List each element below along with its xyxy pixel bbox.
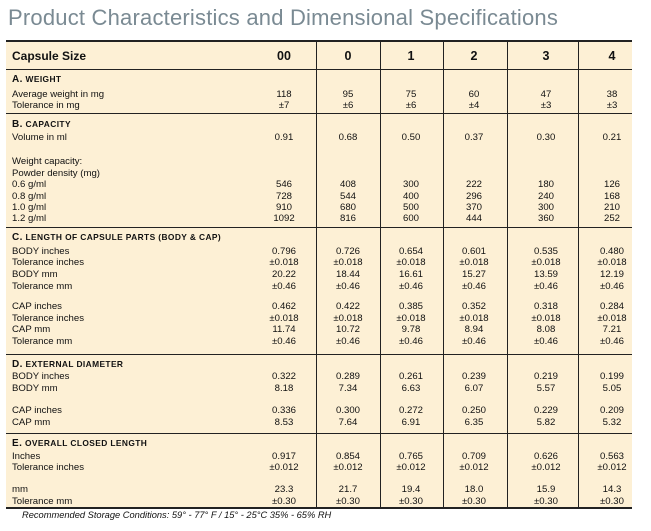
table-cell: ±0.012	[333, 462, 363, 473]
table-row	[6, 191, 632, 202]
table-cell: 0.563	[599, 451, 624, 462]
table-cell: 23.3	[274, 484, 294, 495]
table-cell: ±0.018	[333, 257, 363, 268]
table-cell: 400	[402, 191, 419, 202]
table-cell: 408	[339, 179, 356, 190]
table-cell: 21.7	[338, 484, 358, 495]
table-cell: 0.261	[398, 371, 423, 382]
table-cell: 0.462	[271, 301, 296, 312]
table-cell: 7.34	[338, 383, 358, 394]
table-cell: 6.91	[401, 417, 421, 428]
table-cell: 168	[603, 191, 620, 202]
table-cell: 0.626	[533, 451, 558, 462]
table-cell: 0.91	[274, 132, 294, 143]
table-cell: ±3	[540, 100, 552, 111]
table-cell: 0.30	[536, 132, 556, 143]
table-row	[6, 336, 632, 347]
table-cell: 60	[468, 89, 480, 100]
table-row	[6, 383, 632, 394]
table-row	[6, 100, 632, 111]
table-cell: 0.219	[533, 371, 558, 382]
table-cell: 13.59	[533, 269, 558, 280]
table-cell: ±0.46	[462, 281, 486, 292]
table-cell: 0.796	[271, 246, 296, 257]
table-row	[6, 301, 632, 312]
table-cell: 8.94	[464, 324, 484, 335]
table-row	[6, 371, 632, 382]
table-row	[6, 132, 632, 143]
table-cell: 300	[402, 179, 419, 190]
table-cell: ±0.30	[534, 496, 558, 507]
table-cell: ±7	[278, 100, 290, 111]
table-row	[6, 246, 632, 257]
table-cell: ±0.018	[459, 257, 489, 268]
row-label: BODY inches	[12, 246, 70, 257]
row-label: Volume in ml	[12, 132, 67, 143]
table-cell: 0.709	[461, 451, 486, 462]
table-cell: ±0.012	[396, 462, 426, 473]
section-heading: A. WEIGHT	[12, 74, 62, 85]
table-cell: ±0.46	[600, 336, 624, 347]
table-cell: 18.44	[335, 269, 360, 280]
table-cell: 0.765	[398, 451, 423, 462]
table-cell: ±0.46	[462, 336, 486, 347]
table-cell: 0.854	[335, 451, 360, 462]
table-row	[6, 405, 632, 416]
table-row	[6, 417, 632, 428]
table-cell: 0.284	[599, 301, 624, 312]
row-label: 0.6 g/ml	[12, 179, 47, 190]
table-cell: 15.27	[461, 269, 486, 280]
page-title: Product Characteristics and Dimensional Specifications	[8, 5, 559, 30]
table-cell: ±0.30	[600, 496, 624, 507]
table-row	[6, 451, 632, 462]
table-cell: 8.53	[274, 417, 294, 428]
table-cell: 11.74	[272, 324, 296, 335]
table-cell: 0.229	[533, 405, 558, 416]
table-cell: 6.07	[464, 383, 484, 394]
table-row	[6, 156, 632, 167]
table-cell: ±0.30	[462, 496, 486, 507]
row-label: BODY mm	[12, 269, 58, 280]
table-cell: ±0.012	[597, 462, 627, 473]
table-cell: 0.422	[335, 301, 360, 312]
row-label: BODY mm	[12, 383, 58, 394]
table-cell: 680	[339, 202, 356, 213]
table-row	[6, 89, 632, 100]
table-row	[6, 462, 632, 473]
table-cell: 0.336	[271, 405, 296, 416]
table-cell: 20.22	[271, 269, 296, 280]
table-row	[6, 213, 632, 224]
table-cell: 75	[405, 89, 417, 100]
table-cell: 360	[537, 213, 554, 224]
table-cell: 0.917	[271, 451, 296, 462]
table-cell: ±0.018	[269, 257, 299, 268]
table-cell: 5.57	[536, 383, 556, 394]
section-divider	[6, 433, 632, 434]
capsule-size-4: 4	[608, 49, 616, 63]
table-row	[6, 496, 632, 507]
table-cell: 600	[402, 213, 419, 224]
table-cell: 370	[465, 202, 482, 213]
section-heading: E. OVERALL CLOSED LENGTH	[12, 438, 148, 449]
table-row	[6, 281, 632, 292]
row-label: Weight capacity:	[12, 156, 83, 167]
table-cell: 910	[275, 202, 292, 213]
table-cell: ±0.018	[531, 313, 561, 324]
section-heading: C. LENGTH OF CAPSULE PARTS (BODY & CAP)	[12, 232, 222, 243]
table-cell: 0.37	[464, 132, 484, 143]
row-label: Tolerance mm	[12, 281, 73, 292]
table-cell: 0.385	[398, 301, 423, 312]
table-cell: 0.352	[461, 301, 486, 312]
row-label: BODY inches	[12, 371, 70, 382]
section-heading: D. EXTERNAL DIAMETER	[12, 359, 124, 370]
row-label: Tolerance inches	[12, 462, 84, 473]
row-label: Tolerance inches	[12, 313, 84, 324]
table-cell: ±0.46	[336, 336, 360, 347]
table-cell: 19.4	[401, 484, 421, 495]
table-cell: 546	[275, 179, 292, 190]
row-label: Tolerance in mg	[12, 100, 80, 111]
row-label: Powder density (mg)	[12, 168, 100, 179]
table-cell: ±0.018	[531, 257, 561, 268]
storage-conditions-note: Recommended Storage Conditions: 59° - 77° F / 15° - 25°C 35% - 65% RH	[22, 510, 332, 520]
row-label: CAP inches	[12, 301, 62, 312]
table-cell: 728	[275, 191, 292, 202]
row-label: CAP mm	[12, 417, 51, 428]
table-cell: 240	[537, 191, 554, 202]
table-cell: ±0.46	[600, 281, 624, 292]
table-cell: ±0.012	[269, 462, 299, 473]
table-cell: ±6	[405, 100, 417, 111]
table-cell: 0.272	[398, 405, 423, 416]
row-label: CAP mm	[12, 324, 51, 335]
table-row	[6, 269, 632, 280]
table-cell: ±0.46	[534, 281, 558, 292]
table-cell: ±6	[342, 100, 354, 111]
table-cell: 0.199	[599, 371, 624, 382]
table-cell: 0.322	[271, 371, 296, 382]
table-cell: 0.300	[335, 405, 360, 416]
section-divider	[6, 113, 632, 114]
capsule-size-00: 00	[277, 49, 291, 63]
section-heading: B. CAPACITY	[12, 119, 71, 130]
table-cell: ±0.012	[531, 462, 561, 473]
table-cell: ±0.018	[459, 313, 489, 324]
table-cell: ±0.018	[333, 313, 363, 324]
row-label: mm	[12, 484, 28, 495]
capsule-size-label: Capsule Size	[12, 49, 87, 63]
table-cell: 300	[537, 202, 554, 213]
table-row	[6, 202, 632, 213]
table-cell: 0.50	[401, 132, 421, 143]
table-cell: 14.3	[602, 484, 622, 495]
table-cell: 8.18	[274, 383, 294, 394]
row-label: Tolerance mm	[12, 496, 73, 507]
table-row	[6, 168, 632, 179]
table-cell: 95	[342, 89, 354, 100]
table-cell: ±0.30	[336, 496, 360, 507]
spec-table	[6, 40, 632, 509]
section-divider	[6, 69, 632, 70]
table-cell: 10.72	[335, 324, 360, 335]
table-row	[6, 484, 632, 495]
table-cell: 5.05	[602, 383, 622, 394]
table-row	[6, 257, 632, 268]
row-label: 0.8 g/ml	[12, 191, 47, 202]
table-cell: ±0.46	[336, 281, 360, 292]
table-cell: ±0.018	[597, 257, 627, 268]
table-cell: 0.209	[599, 405, 624, 416]
table-cell: 296	[465, 191, 482, 202]
table-cell: 47	[540, 89, 552, 100]
table-cell: 816	[339, 213, 356, 224]
table-cell: ±0.46	[399, 336, 423, 347]
row-label: Inches	[12, 451, 41, 462]
table-cell: 0.289	[335, 371, 360, 382]
table-cell: ±0.30	[272, 496, 296, 507]
table-cell: 0.21	[602, 132, 622, 143]
table-cell: 0.318	[533, 301, 558, 312]
table-cell: 0.654	[398, 246, 423, 257]
table-cell: 210	[603, 202, 620, 213]
row-label: Tolerance inches	[12, 257, 84, 268]
table-cell: ±0.46	[272, 336, 296, 347]
table-cell: 6.63	[401, 383, 421, 394]
table-cell: ±3	[606, 100, 618, 111]
table-cell: ±0.018	[269, 313, 299, 324]
table-cell: 126	[603, 179, 620, 190]
table-cell: ±0.46	[534, 336, 558, 347]
capsule-size-1: 1	[407, 49, 415, 63]
table-cell: 0.239	[461, 371, 486, 382]
table-cell: ±0.30	[399, 496, 423, 507]
table-cell: 222	[465, 179, 482, 190]
table-cell: 6.35	[464, 417, 484, 428]
table-cell: 500	[402, 202, 419, 213]
row-label: 1.2 g/ml	[12, 213, 47, 224]
table-cell: 7.21	[602, 324, 622, 335]
table-cell: 8.08	[536, 324, 556, 335]
table-cell: 180	[537, 179, 554, 190]
table-cell: 444	[465, 213, 482, 224]
table-cell: 1092	[273, 213, 295, 224]
table-cell: ±0.012	[459, 462, 489, 473]
table-cell: ±4	[468, 100, 480, 111]
table-cell: 16.61	[398, 269, 423, 280]
capsule-size-2: 2	[470, 49, 478, 63]
table-cell: ±0.018	[597, 313, 627, 324]
table-cell: 0.68	[338, 132, 358, 143]
table-cell: 0.726	[335, 246, 360, 257]
row-label: Tolerance mm	[12, 336, 73, 347]
table-row	[6, 179, 632, 190]
table-cell: ±0.46	[272, 281, 296, 292]
table-cell: 5.32	[602, 417, 622, 428]
row-label: Average weight in mg	[12, 89, 105, 100]
table-cell: 38	[606, 89, 618, 100]
section-divider	[6, 227, 632, 228]
section-divider	[6, 354, 632, 355]
row-label: 1.0 g/ml	[12, 202, 47, 213]
table-cell: 0.480	[599, 246, 624, 257]
capsule-size-0: 0	[344, 49, 352, 63]
table-cell: 0.601	[461, 246, 486, 257]
table-cell: ±0.018	[396, 313, 426, 324]
table-cell: 118	[276, 89, 292, 100]
table-cell: 0.535	[533, 246, 558, 257]
table-row	[6, 324, 632, 335]
table-cell: 252	[603, 213, 620, 224]
row-label: CAP inches	[12, 405, 62, 416]
table-cell: 12.19	[599, 269, 624, 280]
capsule-size-3: 3	[542, 49, 550, 63]
table-cell: ±0.018	[396, 257, 426, 268]
table-cell: 9.78	[401, 324, 421, 335]
table-cell: 544	[339, 191, 356, 202]
table-cell: ±0.46	[399, 281, 423, 292]
table-cell: 5.82	[536, 417, 556, 428]
table-cell: 18.0	[464, 484, 484, 495]
table-cell: 7.64	[338, 417, 358, 428]
table-cell: 15.9	[536, 484, 556, 495]
table-cell: 0.250	[461, 405, 486, 416]
table-header	[6, 45, 632, 67]
table-row	[6, 313, 632, 324]
